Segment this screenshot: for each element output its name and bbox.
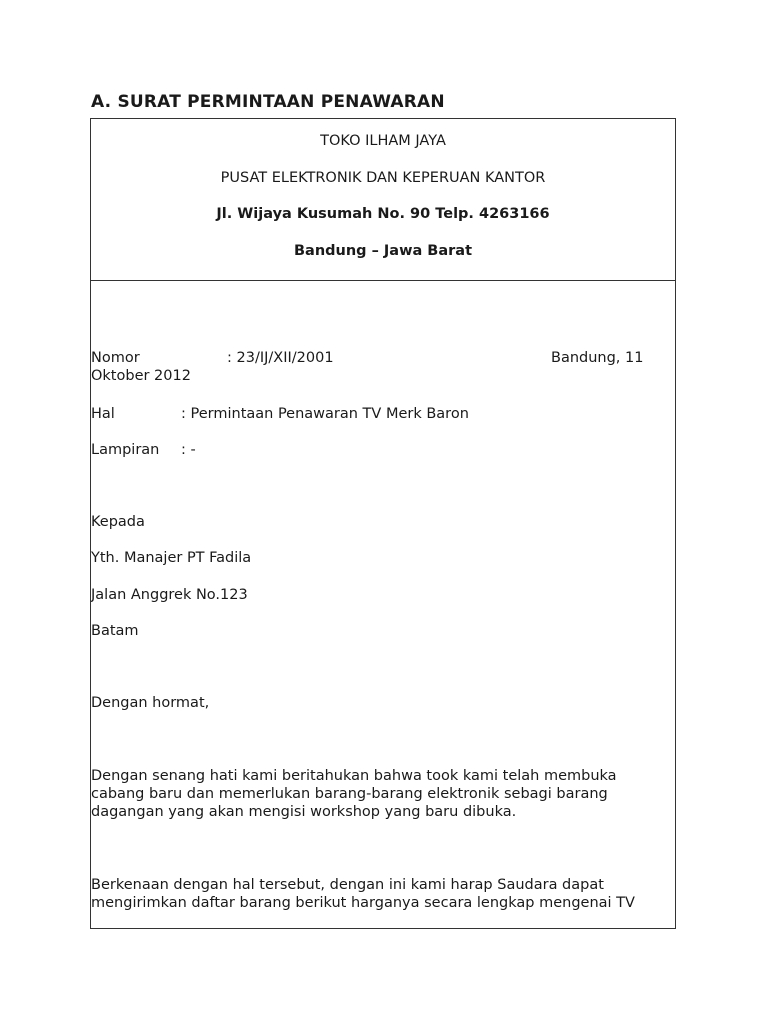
- letter-date-part1: Bandung, 11: [551, 350, 644, 366]
- hal-label: Hal: [91, 406, 115, 422]
- salutation: Dengan hormat,: [91, 695, 210, 711]
- company-address: Jl. Wijaya Kusumah No. 90 Telp. 4263166: [216, 206, 550, 222]
- nomor-label: Nomor: [91, 350, 140, 366]
- recipient-street: Jalan Anggrek No.123: [91, 587, 248, 603]
- kepada-label: Kepada: [91, 514, 145, 530]
- lampiran-value: : -: [181, 442, 196, 458]
- paragraph-1-line-3: dagangan yang akan mengisi workshop yang baru dibuka.: [91, 804, 517, 820]
- company-name: TOKO ILHAM JAYA: [320, 133, 446, 149]
- company-city: Bandung – Jawa Barat: [293, 242, 473, 259]
- paragraph-1-line-2: cabang baru dan memerlukan barang-barang elektronik sebagi barang: [91, 786, 608, 802]
- paragraph-2-line-2: mengirimkan daftar barang berikut harganya secara lengkap mengenai TV: [91, 895, 635, 911]
- hal-value: : Permintaan Penawaran TV Merk Baron: [181, 406, 469, 422]
- letter-frame: [90, 118, 676, 929]
- recipient-city: Batam: [91, 623, 139, 639]
- letterhead: [91, 119, 675, 281]
- paragraph-1-line-1: Dengan senang hati kami beritahukan bahwa took kami telah membuka: [91, 768, 617, 784]
- paragraph-2-line-1: Berkenaan dengan hal tersebut, dengan ini kami harap Saudara dapat: [91, 877, 604, 893]
- company-tagline: PUSAT ELEKTRONIK DAN KEPERUAN KANTOR: [220, 169, 546, 186]
- hal-row: [91, 405, 469, 423]
- lampiran-label: Lampiran: [91, 442, 160, 458]
- section-title: A. SURAT PERMINTAAN PENAWARAN: [91, 92, 445, 112]
- nomor-value: : 23/IJ/XII/2001: [227, 350, 334, 366]
- letter-date-part2: Oktober 2012: [91, 368, 191, 384]
- lampiran-row: [91, 441, 196, 459]
- recipient-name: Yth. Manajer PT Fadila: [91, 550, 252, 566]
- nomor-row: [91, 349, 334, 367]
